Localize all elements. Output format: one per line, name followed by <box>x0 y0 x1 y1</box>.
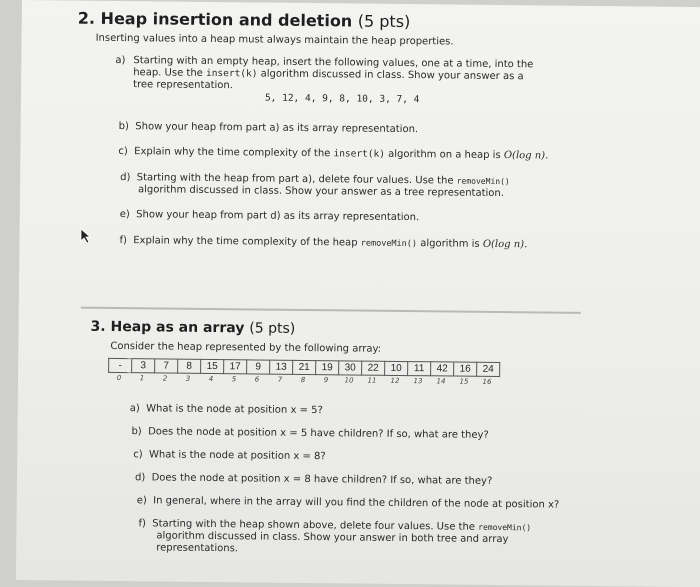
section-2-title: Heap insertion and deletion <box>100 8 353 31</box>
s2-item-e: e) Show your heap from part d) as its array representation. <box>119 209 420 224</box>
s2-item-a-letter: a) <box>115 54 126 67</box>
array-cell: 42 <box>431 362 454 376</box>
array-cell: 21 <box>293 360 316 374</box>
array-index-label: 4 <box>208 374 214 384</box>
array-index-label: 7 <box>277 375 283 384</box>
section-2-points: (5 pts) <box>357 11 411 32</box>
section-3-title: Heap as an array <box>110 318 245 337</box>
section-divider <box>81 307 581 314</box>
section-3-heading <box>90 319 295 337</box>
insert-values-list: 5, 12, 4, 9, 8, 10, 3, 7, 4 <box>264 92 420 106</box>
s2-item-a-line3: tree representation. <box>133 79 233 92</box>
section-3-intro: Consider the heap represented by the following array: <box>110 340 382 355</box>
s2-item-a-line1: Starting with an empty heap, insert the following values, one at a time, into the <box>133 55 534 71</box>
worksheet-page <box>16 0 700 587</box>
array-cell: 30 <box>339 361 362 375</box>
array-index-label: 9 <box>323 376 329 385</box>
s3-item-c: c) What is the node at position x = 8? <box>133 449 326 463</box>
array-cell: 3 <box>132 359 155 373</box>
array-cell: - <box>109 358 132 372</box>
s2-item-d-line1: d) Starting with the heap from part a), delete four values. Use the removeMin() <box>120 172 510 187</box>
s3-item-b: b) Does the node at position x = 5 have children? If so, what are they? <box>131 426 489 441</box>
array-cell: 24 <box>477 362 500 376</box>
s3-item-d: d) Does the node at position x = 8 have children? If so, what are they? <box>134 472 493 487</box>
section-3-points: (5 pts) <box>249 320 296 337</box>
array-index-label: 5 <box>231 375 237 384</box>
array-cell: 19 <box>316 361 339 375</box>
array-index-label: 2 <box>162 374 168 383</box>
array-index-label: 12 <box>390 376 400 385</box>
array-index-label: 3 <box>185 374 191 383</box>
array-index-label: 15 <box>459 377 469 386</box>
array-cell: 15 <box>201 359 224 373</box>
section-3-number: 3. <box>90 318 106 335</box>
array-index-label: 8 <box>300 375 306 384</box>
s3-item-f-line1: f) Starting with the heap shown above, delete four values. Use the removeMin() <box>138 518 532 533</box>
s2-item-b: b) Show your heap from part a) as its array representation. <box>118 121 419 136</box>
array-index-label: 1 <box>139 374 145 383</box>
array-index-label: 14 <box>436 377 446 386</box>
array-cell: 13 <box>270 360 293 374</box>
array-index-label: 11 <box>367 376 377 385</box>
array-cell: 10 <box>385 361 408 375</box>
section-2-intro: Inserting values into a heap must always maintain the heap properties. <box>95 32 454 48</box>
s3-item-f-line2: algorithm discussed in class. Show your answer in both tree and array <box>156 530 509 546</box>
s2-item-d-line2: algorithm discussed in class. Show your answer as a tree representation. <box>137 184 505 200</box>
array-index-label: 16 <box>482 377 492 386</box>
array-cell: 7 <box>155 359 178 373</box>
array-index-label: 10 <box>344 376 354 385</box>
array-cell: 22 <box>362 361 385 375</box>
array-index-label: 6 <box>254 375 260 384</box>
array-cell: 17 <box>224 360 247 374</box>
s2-item-f: f) Explain why the time complexity of the heap removeMin() algorithm is O(log n). <box>119 235 528 251</box>
array-cell: 11 <box>408 362 431 376</box>
section-2-number: 2. <box>77 8 96 28</box>
array-index-label: 13 <box>413 377 423 386</box>
mouse-cursor-icon <box>80 228 94 244</box>
array-index-label: 0 <box>116 374 122 383</box>
array-cell: 16 <box>454 362 477 376</box>
array-cell: 8 <box>178 359 201 373</box>
section-2-heading <box>78 9 411 31</box>
code-insert: insert(k) <box>205 67 258 80</box>
s3-item-f-line3: representations. <box>156 542 239 555</box>
s3-item-e: e) In general, where in the array will you find the children of the node at position x? <box>136 495 560 511</box>
s2-item-c: c) Explain why the time complexity of the insert(k) algorithm on a heap is O(log n). <box>118 146 549 162</box>
s2-item-a-line2: heap. Use the insert(k) algorithm discussed in class. Show your answer as a <box>133 67 524 83</box>
array-cell: 9 <box>247 360 270 374</box>
s3-item-a: a) What is the node at position x = 5? <box>129 403 323 417</box>
